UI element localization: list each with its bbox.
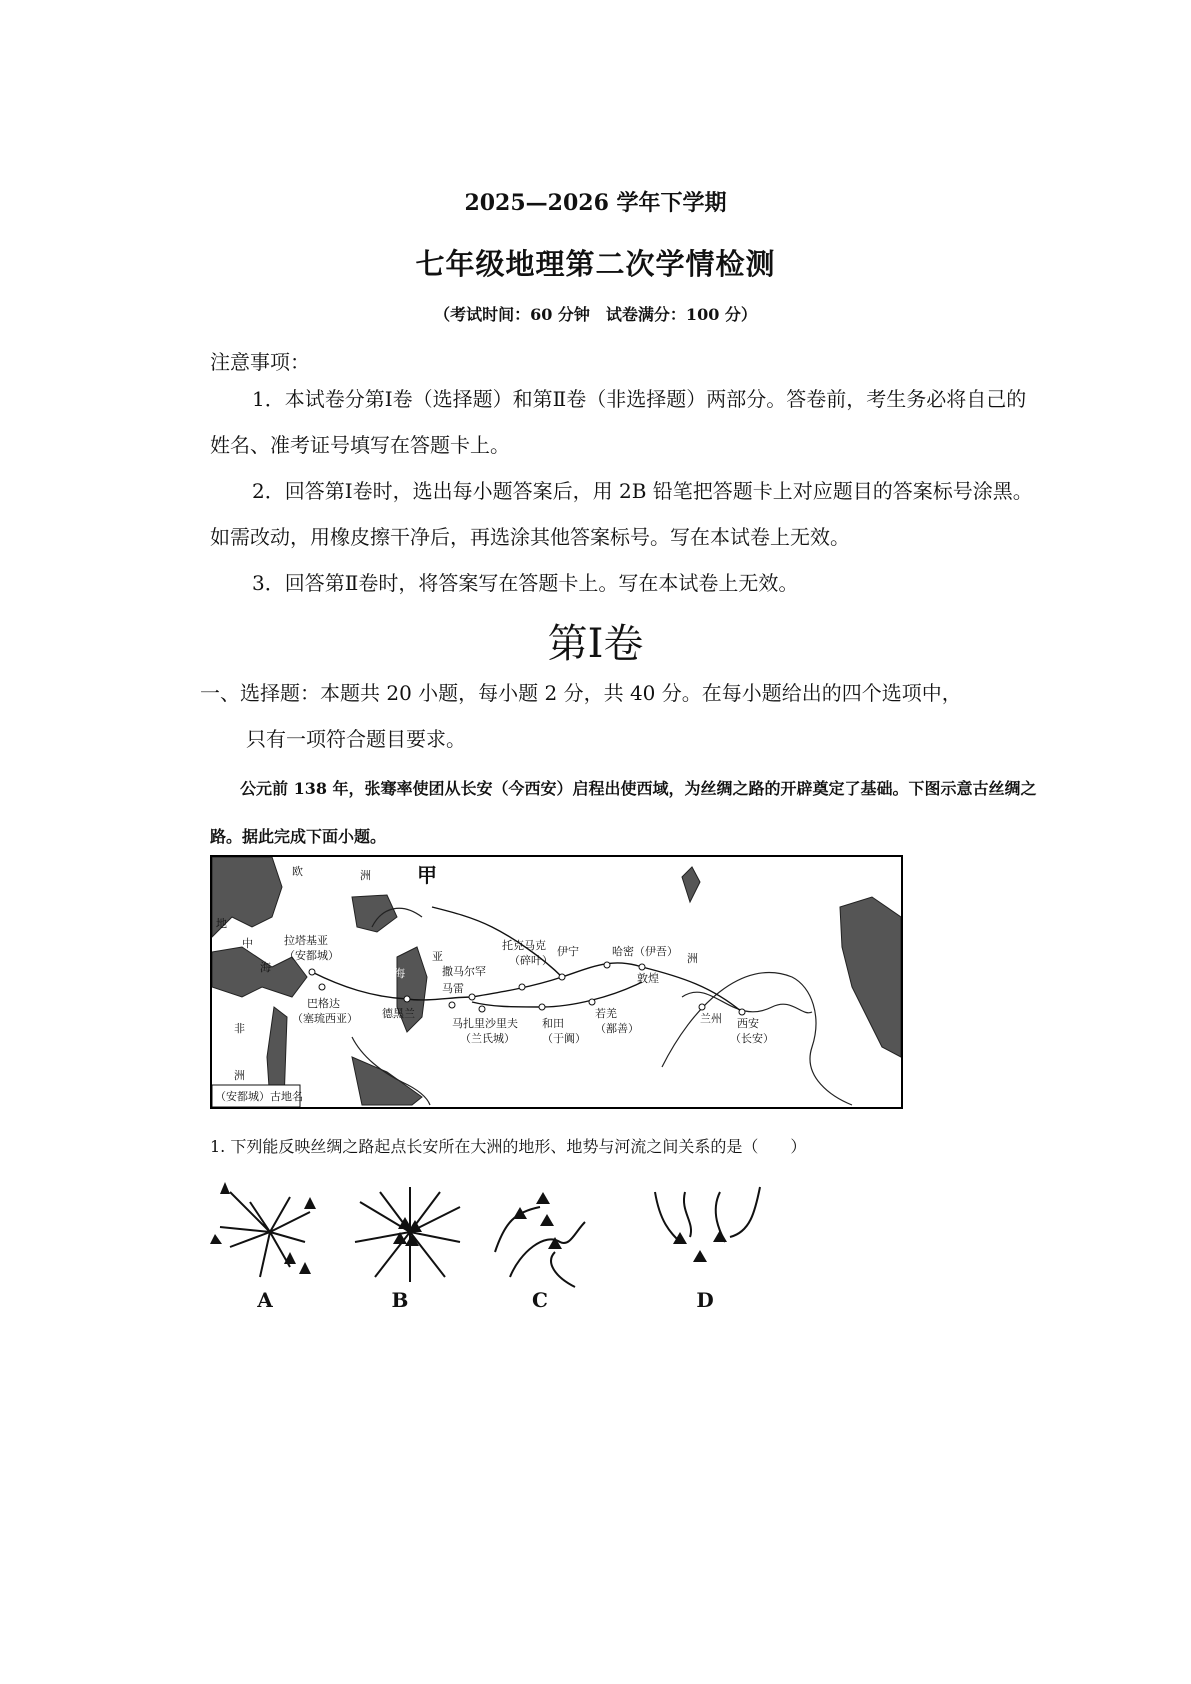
node-tehran xyxy=(404,996,410,1002)
label-lanzhou: 兰州 xyxy=(700,1012,722,1025)
section-heading-cont: 只有一项符合题目要求。 xyxy=(246,727,466,751)
label-yutian: （于阗） xyxy=(542,1032,586,1045)
notice-list xyxy=(210,376,1040,606)
label-hotan: 和田 xyxy=(542,1017,564,1030)
node-dunhuang xyxy=(639,964,645,970)
label-merv-a: 马扎里沙里夫 xyxy=(452,1017,518,1030)
land-east-coast xyxy=(840,897,901,1057)
label-black-a: 黑 xyxy=(307,905,318,918)
school-year: 2025—2026 学年下学期 xyxy=(464,190,727,216)
node-lanzhou xyxy=(699,1004,705,1010)
label-xian: 西安 xyxy=(737,1017,759,1030)
node-baghdad xyxy=(319,984,325,990)
silk-road-map xyxy=(210,855,903,1109)
label-samarkand-a: 撒马尔罕 xyxy=(442,965,486,978)
land-japan xyxy=(682,867,700,902)
intro-text: 公元前 138 年，张骞率使团从长安（今西安）启程出使西域，为丝绸之路的开辟奠定了基础。下图示意古丝绸之路。据此完成下面小题。 xyxy=(210,779,1037,846)
section-heading-block xyxy=(200,670,1050,762)
node-mazar xyxy=(479,1006,485,1012)
node-hami xyxy=(604,962,610,968)
label-caspian-b: 海 xyxy=(394,967,405,980)
map-legend: （安都城）古地名 xyxy=(215,1090,303,1103)
label-med-c: 海 xyxy=(260,961,271,974)
route-south xyxy=(472,982,642,1007)
volume-title: 第Ⅰ卷 xyxy=(547,621,644,667)
option-b-diagram xyxy=(350,1182,470,1292)
node-yining xyxy=(559,974,565,980)
section-heading: 一、选择题：本题共 20 小题，每小题 2 分，共 40 分。在每小题给出的四个选项中， xyxy=(200,681,962,705)
node-tokmak xyxy=(519,984,525,990)
land-arabia xyxy=(352,1057,422,1105)
label-europe-a: 欧 xyxy=(292,865,303,878)
label-asia-a: 亚 xyxy=(432,950,443,963)
option-d-diagram xyxy=(650,1182,770,1292)
label-seleucia: （塞琉西亚） xyxy=(292,1012,358,1025)
route-west xyxy=(312,972,407,999)
option-d-label[interactable]: D xyxy=(696,1288,714,1312)
exam-title: 七年级地理第二次学情检测 xyxy=(415,247,776,281)
notice-item: 2．回答第Ⅰ卷时，选出每小题答案后，用 2B 铅笔把答题卡上对应题目的答案标号涂黑。如需改动，用橡皮擦干净后，再选涂其他答案标号。写在本试卷上无效。 xyxy=(210,479,1033,549)
label-tehran: 德黑兰 xyxy=(382,1007,415,1020)
label-latakia: 拉塔基亚 xyxy=(284,934,328,947)
label-samarkand-b: 马雷 xyxy=(442,982,464,995)
node-hotan xyxy=(539,1004,545,1010)
label-med-a: 地 xyxy=(216,917,227,930)
option-a-svg xyxy=(210,1182,330,1292)
option-b-label[interactable]: B xyxy=(391,1288,409,1312)
label-caspian-a: 里 xyxy=(392,939,403,952)
option-a-diagram xyxy=(210,1182,330,1292)
map-svg xyxy=(212,857,901,1107)
option-a-label[interactable]: A xyxy=(257,1288,273,1312)
label-ruoqiang: 若羌 xyxy=(595,1007,617,1020)
label-suiye: （碎叶） xyxy=(509,954,553,967)
option-c-label[interactable]: C xyxy=(532,1288,548,1312)
label-hami: 哈密（伊吾） xyxy=(612,945,678,958)
label-africa-a: 非 xyxy=(234,1022,245,1035)
node-ruoqiang xyxy=(589,999,595,1005)
option-b-svg xyxy=(350,1182,470,1292)
node-latakia xyxy=(309,969,315,975)
label-yining: 伊宁 xyxy=(557,945,579,958)
notice-item: 3．回答第Ⅱ卷时，将答案写在答题卡上。写在本试卷上无效。 xyxy=(252,571,799,595)
label-shanshan: （鄯善） xyxy=(595,1022,639,1035)
node-samarkand xyxy=(469,994,475,1000)
label-dunhuang: 敦煌 xyxy=(637,972,659,985)
option-d-svg xyxy=(650,1182,770,1292)
label-black-b: 海 xyxy=(309,923,320,936)
land-black-sea-coast xyxy=(352,895,397,932)
label-europe-b: 洲 xyxy=(360,869,371,882)
exam-subtitle: （考试时间：60 分钟 试卷满分：100 分） xyxy=(434,305,757,324)
label-andu: （安都城） xyxy=(284,949,339,962)
label-merv-b: （兰氏城） xyxy=(460,1032,515,1045)
label-changan: （长安） xyxy=(730,1032,774,1045)
notice-heading: 注意事项： xyxy=(210,350,310,374)
label-tokmak: 托克马克 xyxy=(502,939,546,952)
node-merv xyxy=(449,1002,455,1008)
label-baghdad: 巴格达 xyxy=(307,997,340,1010)
label-asia-b: 洲 xyxy=(687,952,698,965)
label-med-b: 中 xyxy=(242,937,253,950)
label-africa-b: 洲 xyxy=(234,1069,245,1082)
question-1: 1. 下列能反映丝绸之路起点长安所在大洲的地形、地势与河流之间关系的是（ ） xyxy=(210,1137,807,1156)
node-xian xyxy=(739,1009,745,1015)
label-jia: 甲 xyxy=(417,863,437,887)
option-c-svg xyxy=(485,1182,605,1292)
option-c-diagram xyxy=(485,1182,605,1292)
notice-item: 1．本试卷分第Ⅰ卷（选择题）和第Ⅱ卷（非选择题）两部分。答卷前，考生务必将自己的姓名、准考证号填写在答题卡上。 xyxy=(210,387,1027,457)
question-intro xyxy=(210,765,1040,861)
